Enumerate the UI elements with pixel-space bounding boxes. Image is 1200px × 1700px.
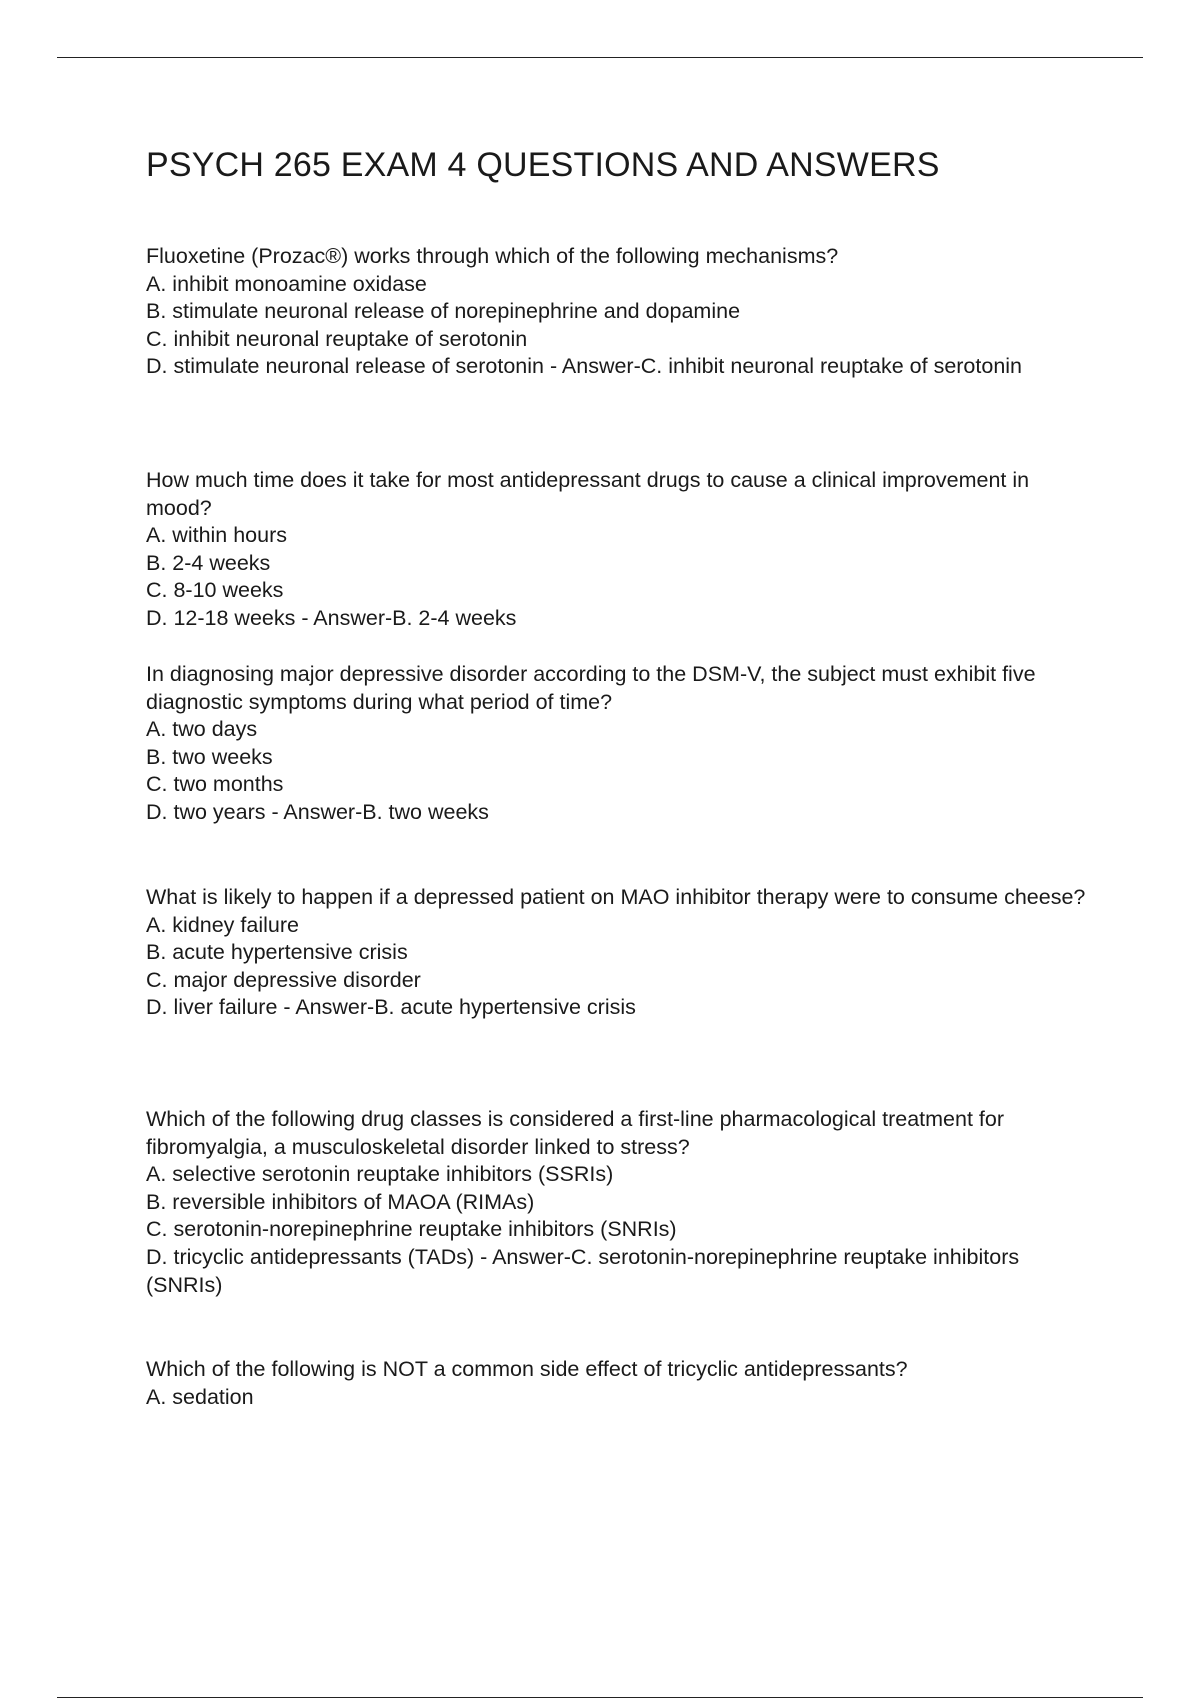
option-list [146, 522, 1096, 632]
option-a: A. two days [146, 717, 258, 742]
option-c: C. serotonin-norepinephrine reuptake inhibitors (SNRIs) [146, 1217, 677, 1242]
question-text: Which of the following drug classes is considered a first-line pharmacological treatment for fibromyalgia, a musculoskeletal disorder linked to stress? [146, 1107, 1005, 1159]
top-rule [57, 57, 1143, 58]
option-d-with-answer: D. liver failure - Answer-B. acute hypertensive crisis [146, 995, 636, 1020]
option-d-with-answer: D. tricyclic antidepressants (TADs) - Answer-C. serotonin-norepinephrine reuptake inhibitors (SNRIs) [146, 1244, 1020, 1297]
option-a: A. sedation [146, 1384, 254, 1409]
option-d-with-answer: D. two years - Answer-B. two weeks [146, 799, 489, 824]
question-block-2 [146, 467, 1096, 633]
question-text: Which of the following is NOT a common side effect of tricyclic antidepressants? [146, 1357, 908, 1381]
option-b: B. acute hypertensive crisis [146, 940, 408, 965]
question-block-5 [146, 1106, 1096, 1299]
question-text: Fluoxetine (Prozac®) works through which of the following mechanisms? [146, 244, 839, 268]
option-list [146, 271, 1096, 381]
question-text: In diagnosing major depressive disorder according to the DSM-V, the subject must exhibit five diagnostic symptoms during what period of time? [146, 662, 1036, 714]
option-a: A. selective serotonin reuptake inhibitors (SSRIs) [146, 1162, 614, 1187]
question-block-1 [146, 243, 1096, 381]
option-b: B. stimulate neuronal release of norepinephrine and dopamine [146, 299, 741, 324]
question-block-6 [146, 1356, 1096, 1411]
option-d-with-answer: D. stimulate neuronal release of serotonin - Answer-C. inhibit neuronal reuptake of serotonin [146, 354, 1023, 379]
option-d-with-answer: D. 12-18 weeks - Answer-B. 2-4 weeks [146, 605, 517, 630]
option-c: C. 8-10 weeks [146, 578, 284, 603]
question-block-4 [146, 884, 1096, 1022]
option-list [146, 1161, 1096, 1299]
question-text: What is likely to happen if a depressed patient on MAO inhibitor therapy were to consume cheese? [146, 885, 1086, 909]
document-title: PSYCH 265 EXAM 4 QUESTIONS AND ANSWERS [146, 146, 940, 184]
option-a: A. inhibit monoamine oxidase [146, 271, 427, 296]
option-b: B. two weeks [146, 744, 273, 769]
option-c: C. two months [146, 772, 284, 797]
option-a: A. kidney failure [146, 912, 299, 937]
option-c: C. inhibit neuronal reuptake of serotonin [146, 326, 528, 351]
bottom-rule [57, 1697, 1143, 1698]
option-b: B. 2-4 weeks [146, 550, 271, 575]
question-block-3 [146, 661, 1096, 827]
option-a: A. within hours [146, 523, 288, 548]
option-c: C. major depressive disorder [146, 967, 421, 992]
question-text: How much time does it take for most antidepressant drugs to cause a clinical improvement in mood? [146, 468, 1030, 520]
option-list [146, 1384, 1096, 1412]
option-list [146, 912, 1096, 1022]
option-list [146, 716, 1096, 826]
option-b: B. reversible inhibitors of MAOA (RIMAs) [146, 1189, 535, 1214]
